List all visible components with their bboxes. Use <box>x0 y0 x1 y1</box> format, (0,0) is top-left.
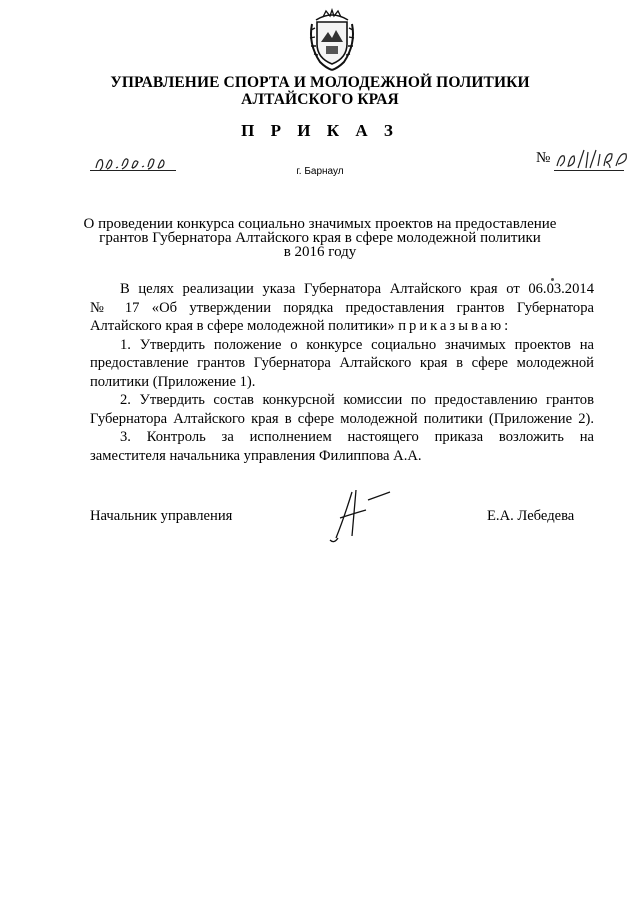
body-p4-line2: заместителя начальника управления Филиппова А.А. <box>90 447 422 464</box>
city: г. Барнаул <box>296 166 344 177</box>
order-body <box>90 280 594 465</box>
body-p1-line2: № 17 «Об утверждении порядка предоставления грантов Губернатора <box>90 299 594 316</box>
signatory-name: Е.А. Лебедева <box>487 508 575 524</box>
body-p1-line3 <box>90 317 594 336</box>
body-p1-line1: В целях реализации указа Губернатора Алтайского края от 06.03.2014 <box>120 281 594 297</box>
subject-line-1: О проведении конкурса социально значимых проектов на предоставление <box>83 216 557 232</box>
body-p3-line1: 2. Утвердить состав конкурсной комиссии по предоставлению грантов <box>120 392 594 408</box>
order-number-label: № <box>536 150 551 166</box>
subject-line-2: грантов Губернатора Алтайского края в сфере молодежной политики <box>99 230 541 246</box>
order-title: П Р И К А З <box>241 121 399 140</box>
subject-line-3: в 2016 году <box>283 244 357 260</box>
order-subject <box>80 217 560 259</box>
body-p1-line3-text: Алтайского края в сфере молодежной политики» <box>90 318 395 334</box>
signatory-position: Начальник управления <box>90 508 233 524</box>
body-p2-line3: политики (Приложение 1). <box>90 373 256 390</box>
body-p2-line1: 1. Утвердить положение о конкурсе социально значимых проектов на <box>120 336 594 353</box>
altai-coat-of-arms-icon <box>306 8 358 74</box>
body-p4-line1: 3. Контроль за исполнением настоящего приказа возложить на <box>120 429 594 445</box>
org-name-line2: АЛТАЙСКОГО КРАЯ <box>241 91 399 108</box>
org-name-line1: УПРАВЛЕНИЕ СПОРТА И МОЛОДЕЖНОЙ ПОЛИТИКИ <box>110 74 530 91</box>
body-p3-line2: Губернатора Алтайского края в сфере молодежной политики (Приложение 2). <box>90 410 594 427</box>
order-verb: приказываю: <box>398 318 512 334</box>
body-p2-line2: предоставление грантов Губернатора Алтайского края в сфере молодежной <box>90 355 594 371</box>
handwritten-signature <box>322 478 392 548</box>
